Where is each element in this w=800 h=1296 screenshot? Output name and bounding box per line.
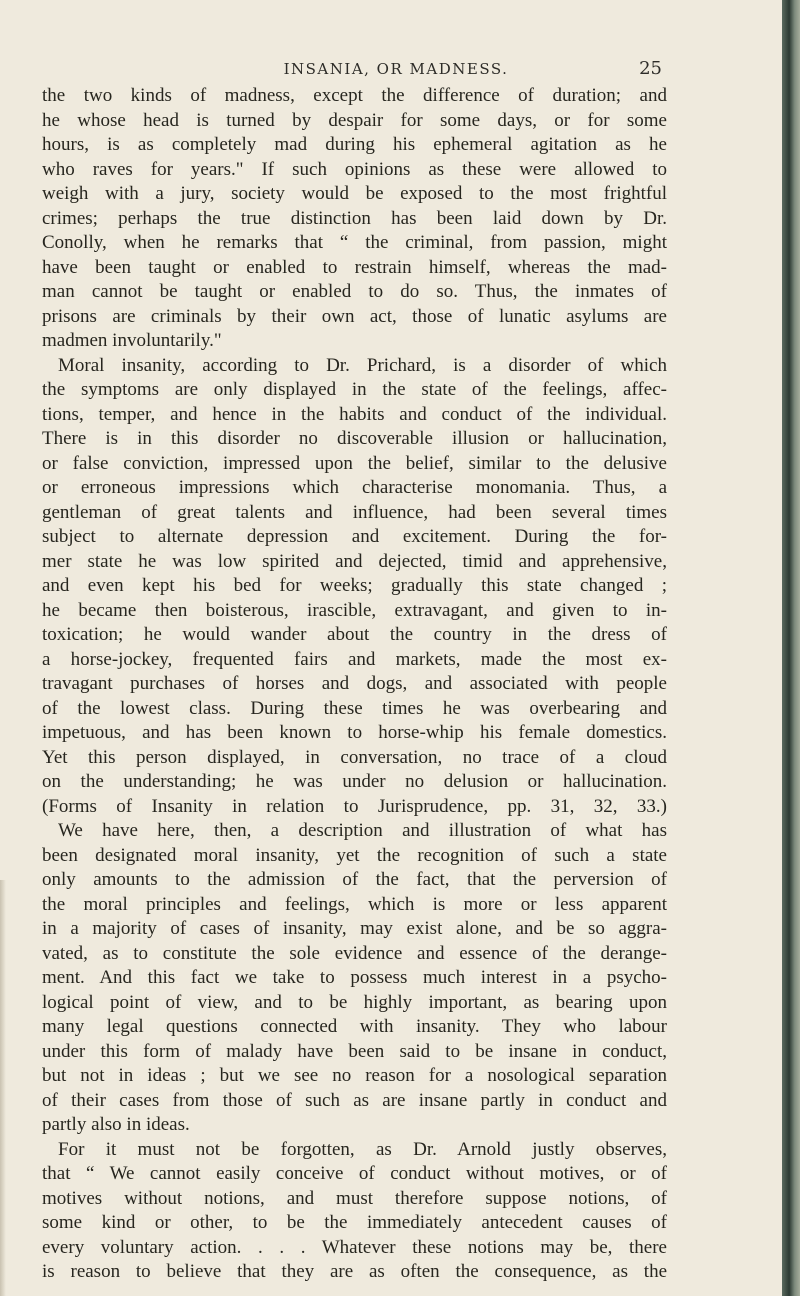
text-line: subject to alternate depression and excitement. During the for- [42, 526, 667, 547]
text-line: and even kept his bed for weeks; gradually this state changed ; [42, 575, 667, 596]
text-line: mer state he was low spirited and dejected, timid and apprehensive, [42, 550, 667, 572]
text-line: the moral principles and feelings, which is more or less apparent [42, 893, 667, 915]
text-line: There is in this disorder no discoverable illusion or hallucination, [42, 428, 667, 449]
text-line: logical point of view, and to be highly important, as bearing upon [42, 991, 667, 1013]
text-line: he whose head is turned by despair for some days, or for some [42, 109, 667, 131]
text-line: many legal questions connected with insanity. They who labour [42, 1016, 667, 1037]
text-line: under this form of malady have been said to be insane in conduct, [42, 1040, 667, 1062]
text-line: but not in ideas ; but we see no reason for a nosological separation [42, 1065, 667, 1086]
text-line: impetuous, and has been known to horse-whip his female domestics. [42, 722, 667, 743]
text-line: is reason to believe that they are as often the consequence, as the [42, 1261, 667, 1282]
text-line: Conolly, when he remarks that “ the criminal, from passion, might [42, 232, 667, 253]
text-line: have been taught or enabled to restrain himself, whereas the mad- [42, 256, 667, 278]
text-line: gentleman of great talents and influence, had been several times [42, 501, 667, 523]
running-head: INSANIA, OR MADNESS. [283, 60, 509, 78]
text-line: For it must not be forgotten, as Dr. Arnold justly observes, [58, 1138, 667, 1160]
text-line: Moral insanity, according to Dr. Prichard, is a disorder of which [58, 354, 667, 376]
text-line: weigh with a jury, society would be exposed to the most frightful [42, 183, 667, 204]
text-line: Yet this person displayed, in conversation, no trace of a cloud [42, 746, 667, 768]
text-line: on the understanding; he was under no delusion or hallucination. [42, 771, 667, 792]
text-line: (Forms of Insanity in relation to Jurisprudence, pp. 31, 32, 33.) [42, 795, 667, 817]
page-shadow [0, 880, 6, 1296]
text-line: in a majority of cases of insanity, may exist alone, and be so aggra- [42, 918, 667, 939]
text-line: of the lowest class. During these times he was overbearing and [42, 697, 667, 719]
text-line: crimes; perhaps the true distinction has been laid down by Dr. [42, 207, 667, 229]
text-line: who raves for years." If such opinions as these were allowed to [42, 158, 667, 180]
text-line: ment. And this fact we take to possess much interest in a psycho- [42, 967, 667, 988]
text-line: of their cases from those of such as are insane partly in conduct and [42, 1089, 667, 1111]
page-number: 25 [639, 58, 662, 79]
text-line: motives without notions, and must therefore suppose notions, of [42, 1187, 667, 1209]
text-line: some kind or other, to be the immediately antecedent causes of [42, 1212, 667, 1233]
text-line: every voluntary action. . . . Whatever these notions may be, there [42, 1236, 667, 1258]
body-text [42, 84, 667, 1285]
text-line: We have here, then, a description and illustration of what has [58, 820, 667, 841]
text-line: madmen involuntarily." [42, 330, 222, 351]
text-line: tions, temper, and hence in the habits and conduct of the individual. [42, 403, 667, 425]
text-line: toxication; he would wander about the country in the dress of [42, 624, 667, 645]
text-line: that “ We cannot easily conceive of conduct without motives, or of [42, 1163, 667, 1184]
text-line: he became then boisterous, irascible, extravagant, and given to in- [42, 599, 667, 621]
book-binding-edge [782, 0, 800, 1296]
text-line: only amounts to the admission of the fact, that the perversion of [42, 869, 667, 890]
text-line: man cannot be taught or enabled to do so. Thus, the inmates of [42, 281, 667, 302]
text-line: prisons are criminals by their own act, those of lunatic asylums are [42, 305, 667, 327]
text-line: the symptoms are only displayed in the state of the feelings, affec- [42, 379, 667, 400]
text-line: or false conviction, impressed upon the belief, similar to the delusive [42, 452, 667, 474]
text-line: a horse-jockey, frequented fairs and markets, made the most ex- [42, 648, 667, 670]
text-line: the two kinds of madness, except the difference of duration; and [42, 85, 667, 106]
text-line: been designated moral insanity, yet the recognition of such a state [42, 844, 667, 866]
text-line: hours, is as completely mad during his ephemeral agitation as he [42, 134, 667, 155]
text-line: partly also in ideas. [42, 1114, 190, 1135]
text-line: or erroneous impressions which characterise monomania. Thus, a [42, 477, 667, 498]
text-line: vated, as to constitute the sole evidence and essence of the derange- [42, 942, 667, 964]
text-line: travagant purchases of horses and dogs, and associated with people [42, 673, 667, 694]
